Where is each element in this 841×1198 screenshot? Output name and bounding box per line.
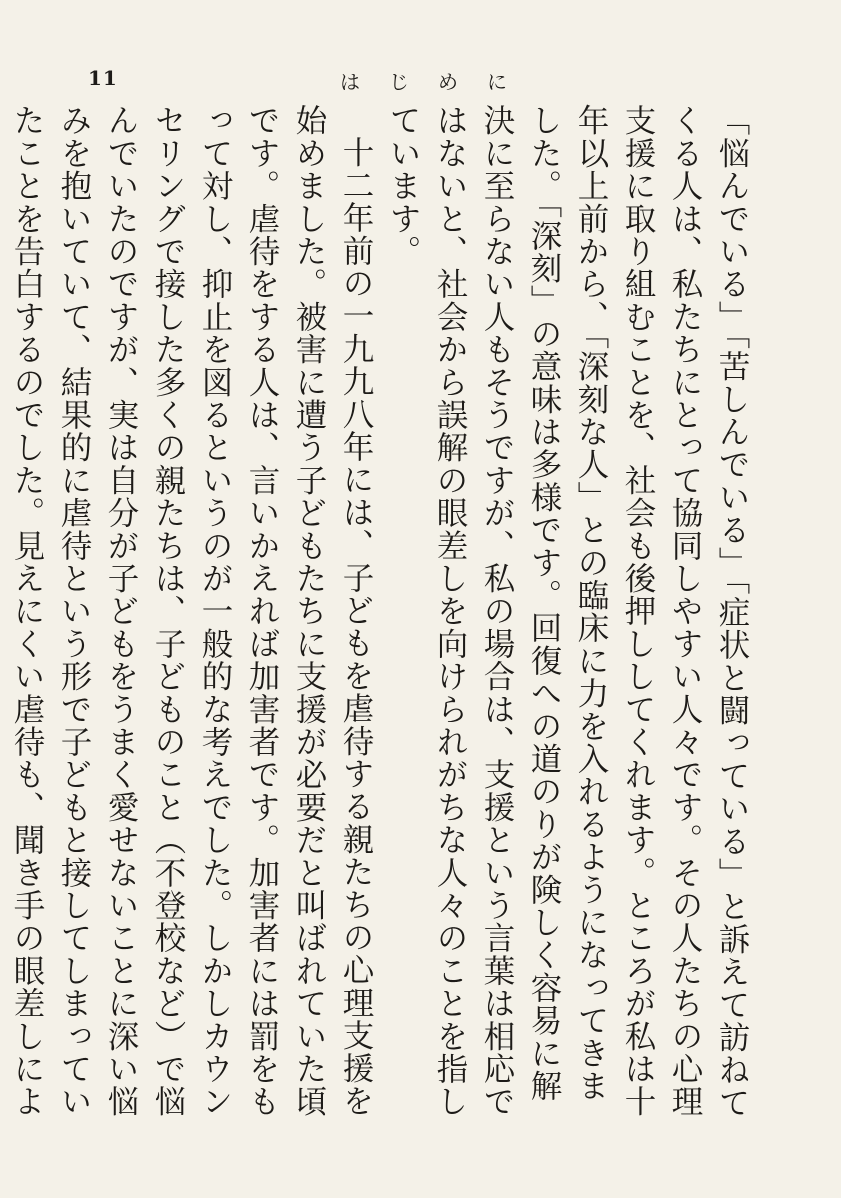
paragraph: 「悩んでいる」「苦しんでいる」「症状と闘っている」と訴えて訪ねてくる人は、私たちにとって協同しやすい人々です。その人たちの心理支援に取り組むことを、社会も後押ししてくれます。ところが私は十年以上前から、「深刻な人」との臨床に力を入れるようになってきました。「深刻」の意味は多様です。回復への道のりが険しく容易に解決に至らない人もそうですが、私の場合は、支援という言葉は相応ではないと、社会から誤解の眼差しを向けられがちな人々のことを指しています。: [385, 104, 750, 1119]
paragraph: 十二年前の一九九八年には、子どもを虐待する親たちの心理支援を始めました。被害に遭う子どもたちに支援が必要だと叫ばれていた頃です。虐待をする人は、言いかえれば加害者です。加害者には罰をもって対し、抑止を図るというのが一般的な考えでした。しかしカウンセリングで接した多くの親たちは、子どものこと（不登校など）で悩んでいたのですが、実は自分が子どもをうまく愛せないことに深い悩みを抱いていて、結果的に虐待という形で子どもと接してしまっていたことを告白するのでした。見えにくい虐待も、聞き手の眼差しによ: [9, 104, 374, 1118]
page-number: 11: [88, 66, 118, 90]
running-head: はじめに: [340, 70, 536, 94]
body-text: [9, 104, 755, 1134]
page-header: [0, 66, 841, 96]
